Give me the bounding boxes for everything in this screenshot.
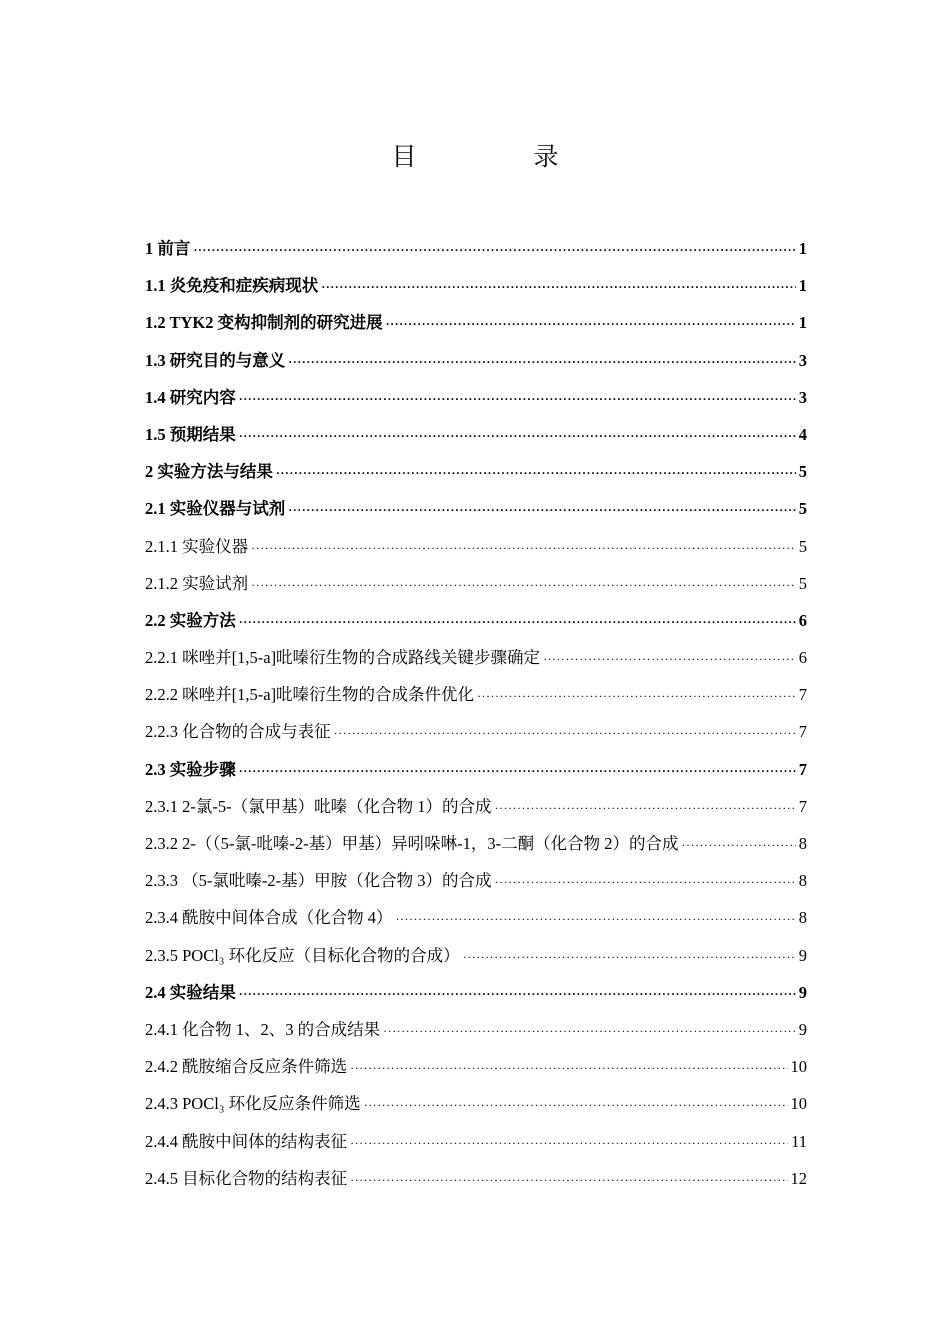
toc-dot-leader <box>383 1013 796 1048</box>
toc-entry-page: 5 <box>798 462 807 482</box>
toc-entry[interactable] <box>145 1085 807 1122</box>
toc-list <box>145 230 807 1197</box>
toc-entry[interactable] <box>145 1011 807 1048</box>
toc-entry-page: 8 <box>798 871 807 891</box>
toc-entry[interactable] <box>145 230 807 267</box>
toc-entry-label: 1.3 研究目的与意义 <box>145 350 286 370</box>
toc-entry-label: 2.3.1 2-氯-5-（氯甲基）吡嗪（化合物 1）的合成 <box>145 796 492 816</box>
toc-entry-label: 2 实验方法与结果 <box>145 462 273 482</box>
toc-dot-leader <box>350 1125 788 1160</box>
toc-entry[interactable] <box>145 862 807 899</box>
toc-entry[interactable] <box>145 490 807 527</box>
toc-title: 目 录 <box>391 142 605 171</box>
toc-entry-page: 11 <box>791 1131 807 1151</box>
toc-dot-leader <box>494 790 795 825</box>
toc-entry-page: 6 <box>798 648 807 668</box>
toc-entry-label: 2.4 实验结果 <box>145 982 236 1002</box>
toc-entry[interactable] <box>145 342 807 379</box>
toc-entry-label: 2.2 实验方法 <box>145 610 236 630</box>
toc-entry-label: 2.4.3 POCl₃ 环化反应条件筛选 <box>145 1094 361 1114</box>
toc-entry-page: 10 <box>790 1094 807 1114</box>
toc-entry-page: 10 <box>790 1057 807 1077</box>
toc-dot-leader <box>276 455 796 490</box>
toc-entry[interactable] <box>145 565 807 602</box>
toc-dot-leader <box>396 901 796 936</box>
toc-entry-page: 4 <box>798 424 807 444</box>
toc-dot-leader <box>334 715 796 750</box>
toc-entry-label: 2.1.1 实验仪器 <box>145 536 249 556</box>
toc-entry-label: 1.5 预期结果 <box>145 424 236 444</box>
toc-entry[interactable] <box>145 825 807 862</box>
toc-entry-page: 12 <box>790 1168 807 1188</box>
toc-entry[interactable] <box>145 974 807 1011</box>
toc-entry-label: 1 前言 <box>145 239 191 258</box>
toc-entry-page: 7 <box>798 685 807 705</box>
toc-dot-leader <box>386 306 796 341</box>
toc-entry-label: 2.2.3 化合物的合成与表征 <box>145 722 331 742</box>
toc-entry-label: 2.4.4 酰胺中间体的结构表征 <box>145 1131 348 1151</box>
toc-entry[interactable] <box>145 639 807 676</box>
toc-entry[interactable] <box>145 788 807 825</box>
toc-entry-label: 2.4.1 化合物 1、2、3 的合成结果 <box>145 1019 381 1039</box>
toc-entry-page: 9 <box>798 982 807 1002</box>
toc-entry-label: 2.3.4 酰胺中间体合成（化合物 4） <box>145 908 393 928</box>
toc-entry-label: 2.4.5 目标化合物的结构表征 <box>145 1168 348 1188</box>
toc-entry-page: 3 <box>798 387 807 407</box>
toc-dot-leader <box>463 939 796 974</box>
toc-entry-page: 9 <box>798 1019 807 1039</box>
toc-entry[interactable] <box>145 1048 807 1085</box>
toc-entry-label: 2.2.2 咪唑并[1,5-a]吡嗪衍生物的合成条件优化 <box>145 685 475 705</box>
toc-dot-leader <box>543 641 796 676</box>
toc-entry-label: 2.2.1 咪唑并[1,5-a]吡嗪衍生物的合成路线关键步骤确定 <box>145 648 541 668</box>
toc-entry-page: 5 <box>798 536 807 556</box>
toc-entry-label: 1.4 研究内容 <box>145 387 236 407</box>
toc-entry-page: 1 <box>798 276 807 296</box>
toc-dot-leader <box>494 864 795 899</box>
toc-entry[interactable] <box>145 602 807 639</box>
toc-entry[interactable] <box>145 304 807 341</box>
toc-entry-page: 7 <box>798 722 807 742</box>
toc-entry[interactable] <box>145 713 807 750</box>
toc-entry-label: 2.3 实验步骤 <box>145 759 236 779</box>
toc-entry-page: 1 <box>798 313 807 333</box>
toc-entry-label: 1.1 炎免疫和症疾病现状 <box>145 276 319 296</box>
toc-entry-page: 7 <box>798 759 807 779</box>
toc-entry[interactable] <box>145 379 807 416</box>
toc-entry[interactable] <box>145 1160 807 1197</box>
toc-entry[interactable] <box>145 528 807 565</box>
toc-entry[interactable] <box>145 453 807 490</box>
toc-dot-leader <box>350 1050 787 1085</box>
toc-entry[interactable] <box>145 937 807 974</box>
toc-entry-page: 3 <box>798 350 807 370</box>
toc-entry[interactable] <box>145 751 807 788</box>
toc-entry-page: 8 <box>798 834 807 853</box>
toc-dot-leader <box>193 232 795 267</box>
toc-entry-page: 5 <box>798 499 807 519</box>
toc-entry-page: 1 <box>798 239 807 258</box>
toc-dot-leader <box>239 976 796 1011</box>
toc-entry-page: 5 <box>798 573 807 593</box>
toc-entry-label: 2.1.2 实验试剂 <box>145 573 249 593</box>
toc-entry-page: 9 <box>798 945 807 965</box>
toc-dot-leader <box>239 381 796 416</box>
toc-entry[interactable] <box>145 1123 807 1160</box>
toc-dot-leader <box>681 827 795 862</box>
toc-entry-label: 2.3.3 （5-氯吡嗪-2-基）甲胺（化合物 3）的合成 <box>145 871 492 891</box>
toc-entry-page: 7 <box>798 796 807 816</box>
toc-entry-label: 2.4.2 酰胺缩合反应条件筛选 <box>145 1057 348 1077</box>
toc-dot-leader <box>239 753 796 788</box>
toc-dot-leader <box>239 418 796 453</box>
toc-entry-page: 6 <box>798 610 807 630</box>
toc-dot-leader <box>251 567 796 602</box>
toc-entry-page: 8 <box>798 908 807 928</box>
toc-entry-label: 2.3.2 2-（（5-氯-吡嗪-2-基）甲基）异吲哚啉-1，3-二酮（化合物 2）的合成 <box>145 834 679 853</box>
toc-dot-leader <box>364 1087 788 1122</box>
toc-dot-leader <box>350 1162 787 1197</box>
toc-dot-leader <box>251 530 796 565</box>
toc-dot-leader <box>239 604 796 639</box>
toc-entry-label: 1.2 TYK2 变构抑制剂的研究进展 <box>145 313 383 333</box>
toc-dot-leader <box>477 678 796 713</box>
toc-dot-leader <box>288 492 796 527</box>
toc-entry[interactable] <box>145 416 807 453</box>
toc-entry-label: 2.3.5 POCl₃ 环化反应（目标化合物的合成） <box>145 945 460 965</box>
toc-entry-label: 2.1 实验仪器与试剂 <box>145 499 286 519</box>
toc-entry[interactable] <box>145 899 807 936</box>
toc-entry[interactable] <box>145 267 807 304</box>
toc-dot-leader <box>321 269 796 304</box>
toc-entry[interactable] <box>145 676 807 713</box>
toc-dot-leader <box>288 344 796 379</box>
